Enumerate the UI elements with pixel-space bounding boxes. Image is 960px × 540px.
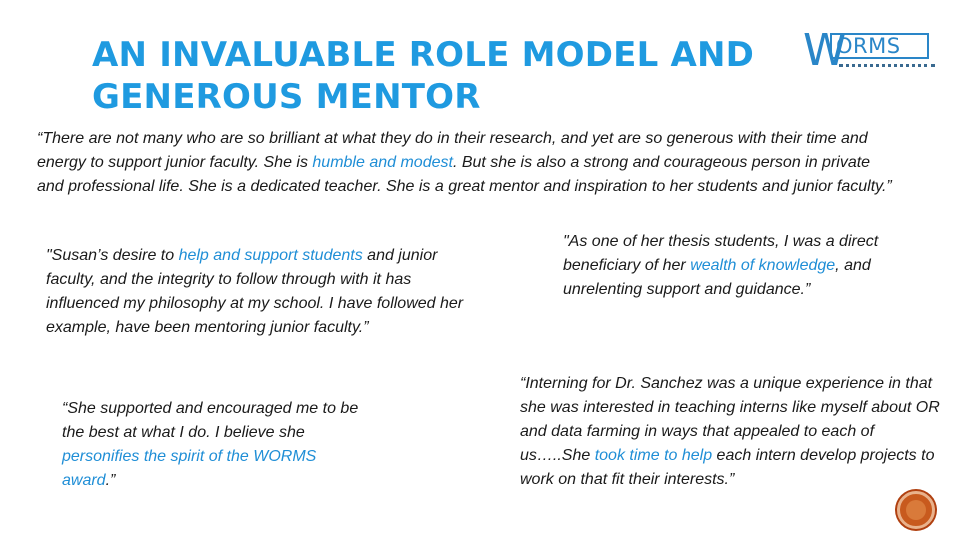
- worms-logo-boxed-text: ORMS: [830, 33, 929, 59]
- slide-title: [92, 34, 792, 118]
- worms-logo: [803, 25, 931, 76]
- quote-highlight: wealth of knowledge: [690, 257, 836, 274]
- quote-text: “There are not many who are so brilliant at what they do in their research, and yet are so generous with their time and energy to support junior faculty. She is: [37, 130, 868, 171]
- quote-supported-encouraged: [62, 397, 362, 493]
- page-badge-inner: [906, 500, 926, 520]
- quote-thesis-student: [563, 230, 883, 302]
- slide-title-line-1: AN INVALUABLE ROLE MODEL AND: [92, 35, 755, 75]
- quote-text: , and unrelenting support and guidance.”: [563, 257, 871, 298]
- quote-intern: [520, 372, 940, 492]
- quote-highlight: took time to help: [594, 447, 713, 464]
- quote-former-student-faculty: [46, 244, 476, 340]
- page-badge-icon: [897, 491, 935, 529]
- quote-text: each intern develop projects to work on that fit their interests.”: [520, 447, 935, 488]
- quote-text: “Interning for Dr. Sanchez was a unique experience in that she was interested in teaching interns like myself about OR and data farming in ways that appealed to each of us…..She: [520, 375, 940, 464]
- quote-text: and junior faculty, and the integrity to follow through with it has influenced my philosophy at my school. I have followed her example, have been mentoring junior faculty.”: [46, 247, 464, 336]
- quote-text: .”: [105, 472, 116, 489]
- quote-text: "As one of her thesis students, I was a direct beneficiary of her: [563, 233, 879, 274]
- quote-highlight: humble and modest: [312, 154, 453, 171]
- quote-text: "Susan’s desire to: [46, 247, 179, 264]
- quote-text: . But she is also a strong and courageous person in private and professional life. She is a dedicated teacher. She is a great mentor and inspiration to her students and junior faculty.”: [37, 154, 892, 195]
- slide-title-line-2: GENEROUS MENTOR: [92, 77, 481, 117]
- quote-colleague: [37, 127, 897, 199]
- quote-highlight: personifies the spirit of the WORMS award: [62, 448, 317, 489]
- worms-logo-letter: W: [803, 25, 847, 76]
- quote-text: “She supported and encouraged me to be the best at what I do. I believe she: [62, 400, 359, 441]
- worms-logo-tagline-mark: [839, 64, 935, 71]
- quote-highlight: help and support students: [178, 247, 363, 264]
